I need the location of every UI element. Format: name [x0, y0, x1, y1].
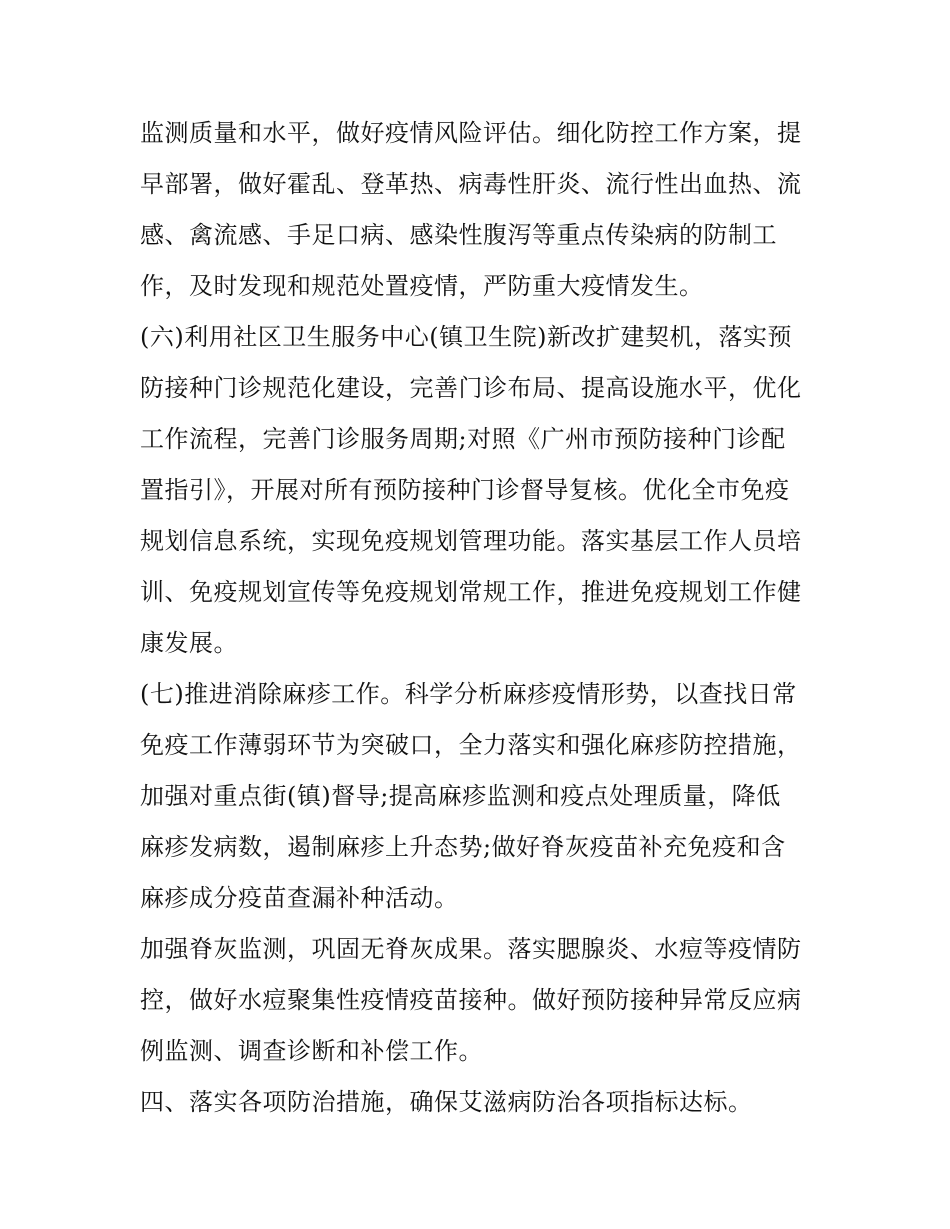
text-line: 训、免疫规划宣传等免疫规划常规工作，推进免疫规划工作健	[140, 578, 802, 606]
text-line: 康发展。	[140, 629, 238, 657]
text-line: 置指引》，开展对所有预防接种门诊督导复核。优化全市免疫	[140, 476, 790, 504]
paragraph-polio-monitoring	[140, 924, 820, 1077]
document-body	[140, 108, 820, 1128]
text-line: 作，及时发现和规范处置疫情，严防重大疫情发生。	[140, 272, 704, 300]
text-line: (六)利用社区卫生服务中心(镇卫生院)新改扩建契机，落实预	[140, 323, 792, 351]
paragraph-section-6-vaccination-clinics	[140, 312, 820, 669]
text-line: 控，做好水痘聚集性疫情疫苗接种。做好预防接种异常反应病	[140, 986, 802, 1014]
text-line: 工作流程，完善门诊服务周期;对照《广州市预防接种门诊配	[140, 425, 786, 453]
paragraph-epidemic-monitoring	[140, 108, 820, 312]
paragraph-section-7-measles	[140, 669, 820, 924]
text-line: 防接种门诊规范化建设，完善门诊布局、提高设施水平，优化	[140, 374, 802, 402]
text-line: 早部署，做好霍乱、登革热、病毒性肝炎、流行性出血热、流	[140, 170, 802, 198]
text-line: 监测质量和水平，做好疫情风险评估。细化防控工作方案，提	[140, 119, 802, 147]
heading-section-4-aids-prevention	[140, 1077, 820, 1128]
text-line: 规划信息系统，实现免疫规划管理功能。落实基层工作人员培	[140, 527, 802, 555]
text-line: 感、禽流感、手足口病、感染性腹泻等重点传染病的防制工	[140, 221, 777, 249]
text-line: 加强对重点街(镇)督导;提高麻疹监测和疫点处理质量，降低	[140, 782, 781, 810]
text-line: (七)推进消除麻疹工作。科学分析麻疹疫情形势，以查找日常	[140, 680, 797, 708]
text-line: 例监测、调查诊断和补偿工作。	[140, 1037, 483, 1065]
text-line: 麻疹发病数，遏制麻疹上升态势;做好脊灰疫苗补充免疫和含	[140, 833, 786, 861]
text-line: 加强脊灰监测，巩固无脊灰成果。落实腮腺炎、水痘等疫情防	[140, 935, 802, 963]
section-heading-line: 四、落实各项防治措施，确保艾滋病防治各项指标达标。	[140, 1088, 753, 1116]
text-line: 麻疹成分疫苗查漏补种活动。	[140, 884, 459, 912]
text-line: 免疫工作薄弱环节为突破口，全力落实和强化麻疹防控措施，	[140, 731, 802, 759]
